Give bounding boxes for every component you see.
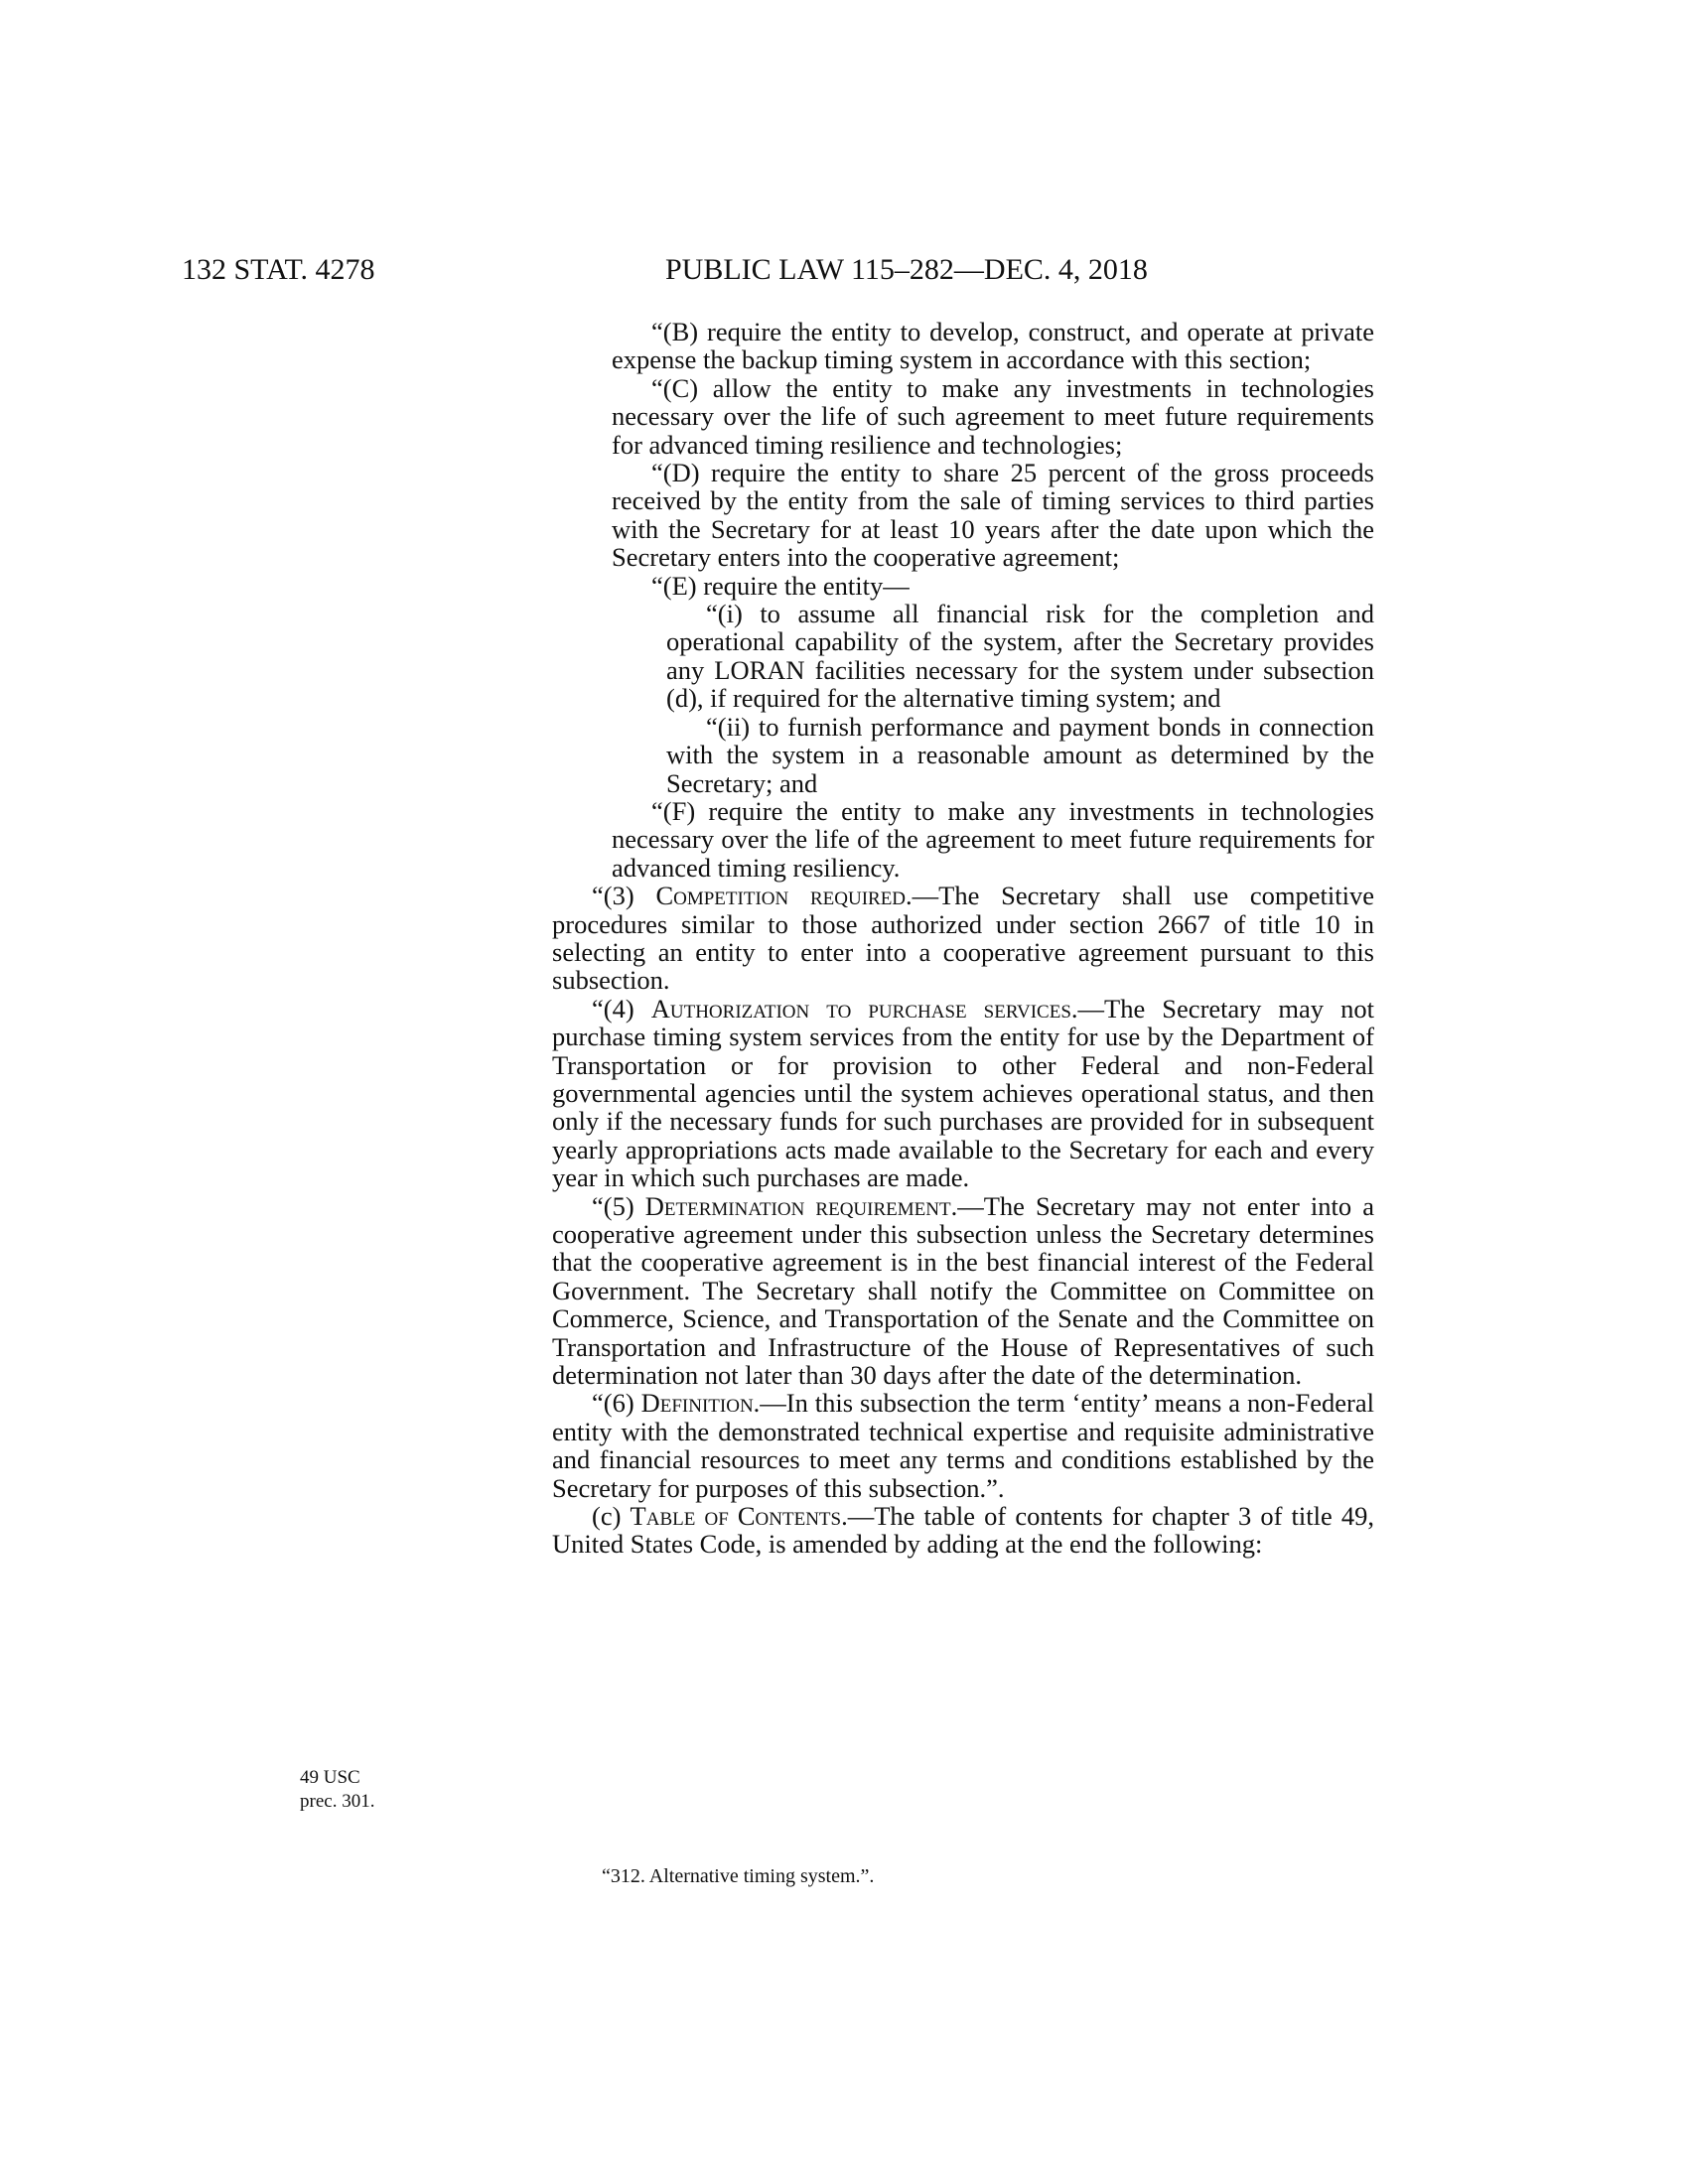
- paragraph-c: “(C) allow the entity to make any investments in technologies necessary over the life of such agreement to meet future requirements for advanced timing resilience and technologies;: [612, 372, 1374, 460]
- subsection-c-text: —The table of contents for chapter 3 of title 49, United States Code, is amended by adding at the end the following:: [552, 1501, 1374, 1560]
- paragraph-f: “(F) require the entity to make any investments in technologies necessary over the life of the agreement to meet future requirements for advanced timing resiliency.: [612, 795, 1374, 883]
- paragraph-e-i: “(i) to assume all financial risk for the completion and operational capability of the system, after the Secretary provides any LORAN facilities necessary for the system under subsection (d), if required for the alternative timing system; and: [666, 599, 1374, 714]
- subsection-c-heading: Table of Contents.: [630, 1501, 848, 1532]
- paragraph-e-ii: “(ii) to furnish performance and payment bonds in connection with the system in a reasonable amount as determined by the Secretary; and: [666, 711, 1374, 798]
- table-of-contents-entry: “312. Alternative timing system.”.: [602, 1865, 875, 1887]
- margin-citation-line-2: prec. 301.: [300, 1791, 375, 1812]
- paragraph-6: [552, 1389, 1374, 1502]
- public-law-title: PUBLIC LAW 115–282—DEC. 4, 2018: [665, 253, 1148, 286]
- paragraph-5: [552, 1192, 1374, 1390]
- paragraph-4-text: —The Secretary may not purchase timing system services from the entity for use by the Department of Transportation or for provision to other Federal and non-Federal governmental agencies until the system achieves operational status, and then only if the necessary funds for such purchases are provided for in subsequent yearly appropriations acts made available to the Secretary for each and every year in which such purchases are made.: [552, 993, 1374, 1193]
- paragraph-4-number: “(4): [592, 993, 651, 1024]
- paragraph-3-number: “(3): [592, 881, 656, 911]
- margin-citation: [300, 1766, 374, 1814]
- paragraph-b: “(B) require the entity to develop, construct, and operate at private expense the backup timing system in accordance with this section;: [612, 317, 1374, 375]
- paragraph-6-number: “(6): [592, 1388, 641, 1419]
- subsection-c: [552, 1502, 1374, 1559]
- paragraph-4: [552, 995, 1374, 1192]
- subsection-c-number: (c): [592, 1501, 631, 1532]
- paragraph-4-heading: Authorization to purchase services.: [650, 993, 1078, 1024]
- paragraph-3-heading: Competition required.: [655, 881, 913, 911]
- body-text: [552, 318, 1374, 1559]
- margin-citation-line-1: 49 USC: [300, 1767, 360, 1788]
- paragraph-5-text: —The Secretary may not enter into a cooperative agreement under this subsection unless the Secretary determines that the cooperative agreement is in the best financial interest of the Federal Government. The Secretary shall notify the Committee on Committee on Commerce, Science, and Transportation of the Senate and the Committee on Transportation and Infrastructure of the House of Representatives of such determination not later than 30 days after the date of the determination.: [552, 1190, 1374, 1391]
- paragraph-d: “(D) require the entity to share 25 percent of the gross proceeds received by the entity from the sale of timing services to third parties with the Secretary for at least 10 years after the date upon which the Secretary enters into the cooperative agreement;: [612, 458, 1374, 573]
- paragraph-5-heading: Determination requirement.: [644, 1190, 958, 1221]
- statute-page-number: 132 STAT. 4278: [182, 253, 375, 286]
- paragraph-e: “(E) require the entity—: [651, 570, 910, 601]
- paragraph-6-text: —In this subsection the term ‘entity’ means a non-Federal entity with the demonstrated technical expertise and requisite administrative and financial resources to meet any terms and conditions established by the Secretary for purposes of this subsection.”.: [552, 1388, 1374, 1503]
- paragraph-6-heading: Definition.: [640, 1388, 761, 1419]
- paragraph-3-text: —The Secretary shall use competitive procedures similar to those authorized under section 2667 of title 10 in selecting an entity to enter into a cooperative agreement pursuant to this subsection.: [552, 881, 1374, 996]
- paragraph-3: [552, 882, 1374, 995]
- page-header: [0, 250, 1688, 290]
- paragraph-5-number: “(5): [592, 1190, 645, 1221]
